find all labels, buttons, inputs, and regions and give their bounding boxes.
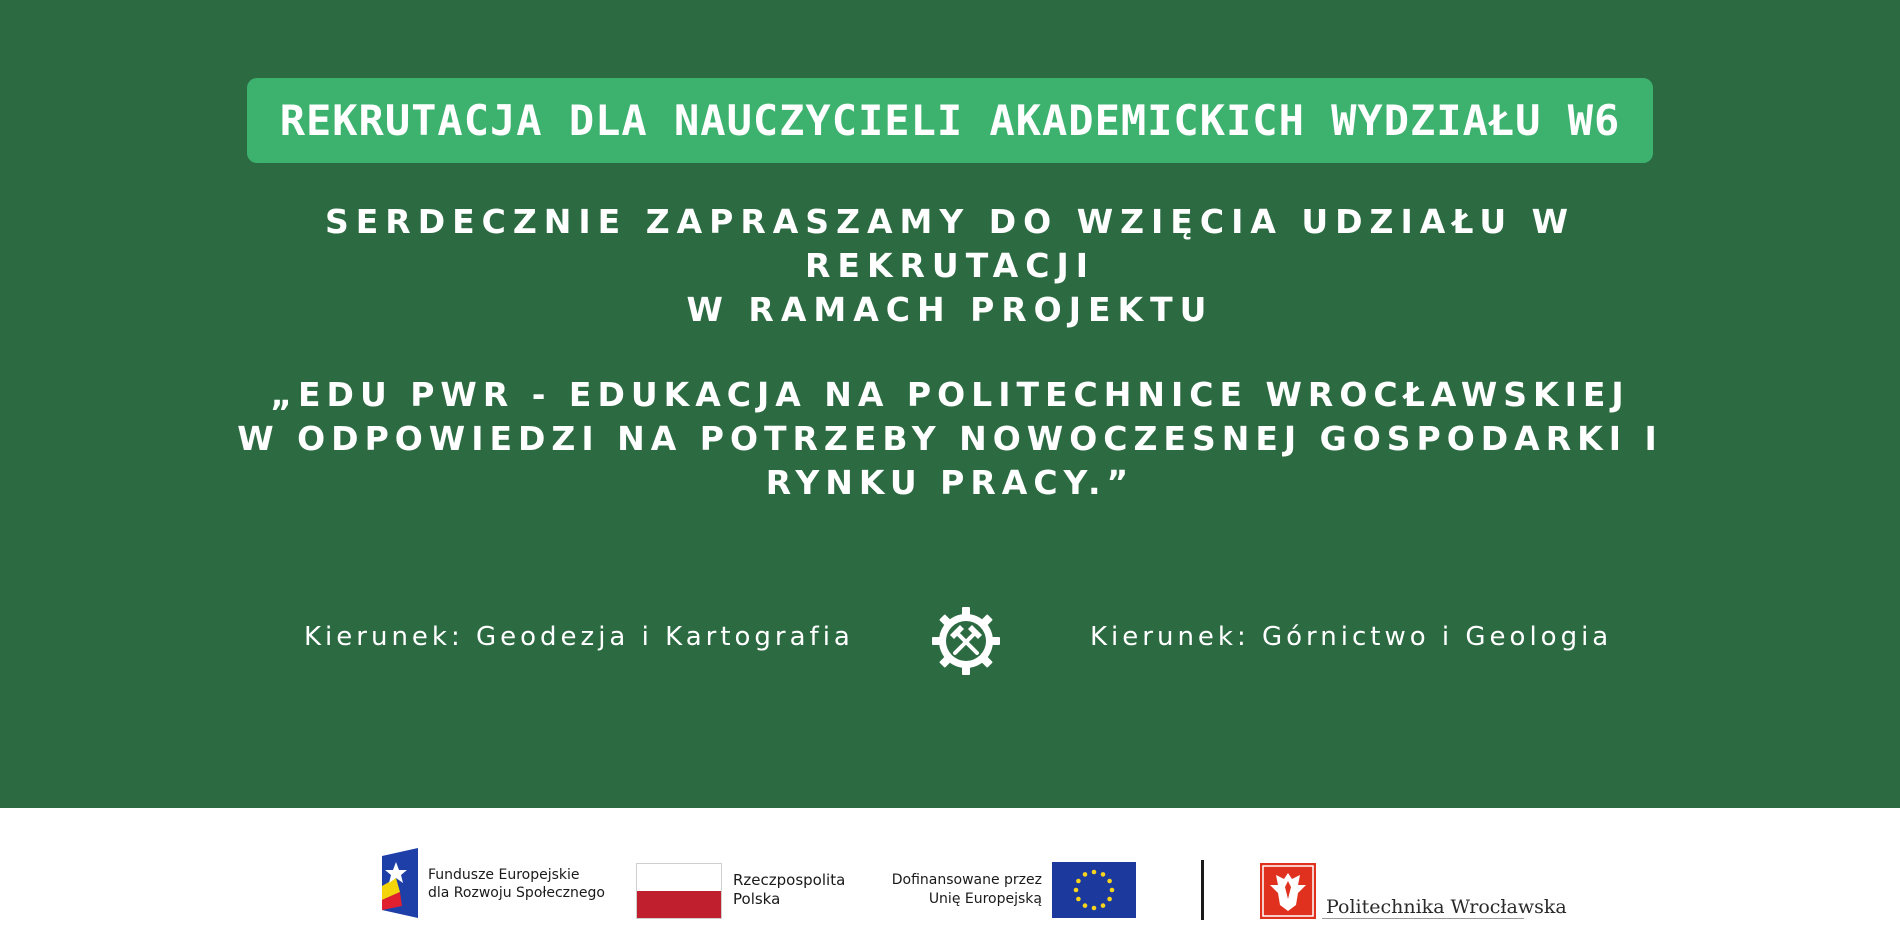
project-line-2: W ODPOWIEDZI NA POTRZEBY NOWOCZESNEJ GOSPODARKI I xyxy=(237,419,1663,458)
invitation-line-1: SERDECZNIE ZAPRASZAMY DO WZIĘCIA UDZIAŁU W xyxy=(324,202,1576,241)
page-title: REKRUTACJA DLA NAUCZYCIELI AKADEMICKICH WYDZIAŁU W6 xyxy=(279,96,1621,145)
project-line-1: „EDU PWR - EDUKACJA NA POLITECHNICE WROCŁAWSKIEJ xyxy=(270,375,1630,414)
eu-flag-icon xyxy=(1052,862,1136,918)
footer-divider xyxy=(1201,860,1204,920)
invitation-line-2: REKRUTACJI xyxy=(805,246,1095,285)
project-name xyxy=(230,373,1670,505)
pl-logo-text xyxy=(733,871,845,909)
fe-line-2: dla Rozwoju Społecznego xyxy=(428,885,605,901)
fundusze-europejskie-logo xyxy=(382,848,420,918)
pwr-underline xyxy=(1322,918,1524,919)
pl-line-2: Polska xyxy=(733,890,781,908)
fe-logo-text xyxy=(428,866,605,902)
fe-line-1: Fundusze Europejskie xyxy=(428,867,580,883)
invitation-text xyxy=(250,200,1650,332)
polish-flag-icon xyxy=(636,863,722,919)
pwr-eagle-logo xyxy=(1260,863,1318,921)
pl-line-1: Rzeczpospolita xyxy=(733,871,846,889)
eu-line-2: Unię Europejską xyxy=(928,891,1042,907)
mining-gear-emblem-icon xyxy=(930,605,1002,677)
eu-line-1: Dofinansowane przez xyxy=(891,872,1042,888)
field-mining: Kierunek: Górnictwo i Geologia xyxy=(1090,622,1613,652)
title-banner xyxy=(247,78,1653,163)
eu-logo-text xyxy=(880,871,1042,909)
project-line-3: RYNKU PRACY.” xyxy=(765,463,1135,502)
invitation-line-3: W RAMACH PROJEKTU xyxy=(686,290,1214,329)
field-geodesy: Kierunek: Geodezja i Kartografia xyxy=(304,622,854,652)
pwr-name: Politechnika Wrocławska xyxy=(1326,896,1567,918)
